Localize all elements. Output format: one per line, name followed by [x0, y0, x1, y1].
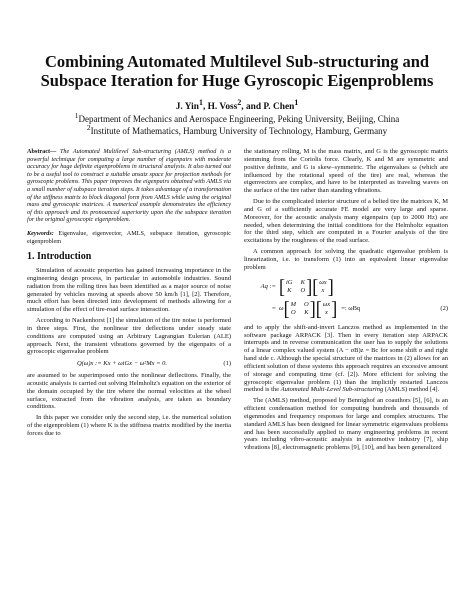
equation-row	[244, 277, 448, 297]
body-paragraph: Due to the complicated interior structure of a belted tire the matrices K, M and G of a sufficiently accurate FE model are very large and sparse. Moreover, for the acoustic analysis many eigenpairs (up to 2000 Hz) are needed, when determining the initial conditions for the Helmholtz equation for the third step, which are computed in a Fourier analysis of the tire excitations by the roughness of the road surface.	[244, 198, 448, 245]
author-affiliation-mark: 2	[237, 98, 242, 107]
bracket-right: ]	[331, 297, 338, 320]
matrix-entry: O	[304, 301, 309, 309]
vector-entry: x	[321, 287, 325, 295]
author-separator: ,	[202, 102, 208, 113]
section-title: Introduction	[37, 251, 92, 263]
keywords	[27, 230, 231, 245]
paper-title: Combining Automated Multilevel Sub-structuring and Subspace Iteration for Huge Gyroscopic Eigenproblems	[40, 52, 434, 90]
body-paragraph: In this paper we consider only the second step, i.e. the numerical solution of the eigenproblem (1) where K is the stiffness matrix modified by the inertia forces due to	[27, 414, 231, 437]
author-list	[20, 98, 454, 112]
equation-row	[244, 299, 448, 319]
matrix-entry: K	[304, 309, 309, 317]
affiliation-text: Department of Mechanics and Aerospace Engineering, Peking University, Beijing, China	[78, 114, 400, 124]
equation-number: (2)	[440, 304, 448, 312]
vector	[312, 275, 334, 298]
vector-entry: x	[325, 309, 328, 317]
body-paragraph: the stationary rolling, M is the mass matrix, and G is the gyroscopic matrix stemming from the Coriolis force. Clearly, K and M are symmetric and positive definite, and G is skew–symmetric. The eigenvalues ω (which are influenced by the rotational speed of the tire) are real, whereas the eigenvectors are complex, and have to be interpreted as traveling waves on the surface of the tire rather than standing vibrations.	[244, 148, 448, 195]
abstract-text: The Automated Multilevel Sub-structuring (AMLS) method is a powerful technique for computing a large number of eigenpairs with moderate accuracy for huge definite eigenproblems in structural analysis. It also turned out to be a useful tool to construct a suitable ansatz space for projection methods for gyroscopic problems. This paper improves the eigenpairs obtained with AMLS via a small number of subspace iteration steps. It takes advantage of a transformation of the stiffness matrix to block diagonal form from AMLS while using the original mass and gyroscopic matrices. A numerical example demonstrates the efficiency of this approach and its pronounced superiority upon the the subspace iteration for the original gyroscopic eigenproblem.	[27, 148, 232, 224]
body-paragraph: are assumed to be superimposed onto the nonlinear deflections. Finally, the acoustic analysis is carried out solving Helmholtz's equation on the exterior of the domain occupied by the tire where the normal velocities at the wheel surface, extracted from the vibration analysis, are taken as boundary conditions.	[27, 372, 231, 411]
paragraph-emphasis: Automated Multi-Level Sub-structuring	[280, 386, 384, 394]
bracket-right: ]	[306, 275, 313, 298]
body-paragraph: A common approach for solving the quadratic eigenvalue problem is linearization, i.e. to transform (1) into an equivalent linear eigenvalue problem	[244, 248, 448, 271]
affiliation-mark: 1	[74, 111, 79, 120]
matrix-entry: O	[300, 287, 306, 295]
equation-1	[27, 360, 231, 368]
author-name: P. Chen	[263, 102, 295, 113]
equation-number: (1)	[223, 360, 231, 368]
keywords-text: Eigenvalue, eigenvector, AMLS, subspace iteration, gyroscopic eigenproblem	[27, 229, 231, 245]
bracket-left: [	[279, 275, 285, 298]
equation-2	[244, 277, 448, 319]
section-number: 1.	[27, 251, 35, 263]
equation-equals: =	[271, 304, 276, 312]
vector-entry: ωx	[322, 301, 331, 309]
bracket-left: [	[283, 297, 290, 320]
vector-entry: ωx	[319, 279, 327, 287]
matrix-entry: K	[287, 287, 292, 295]
equation-scalar: ω	[279, 304, 284, 312]
author-affiliation-mark: 1	[294, 98, 299, 107]
vector	[315, 297, 338, 320]
bracket-right: ]	[309, 297, 316, 320]
body-paragraph	[244, 324, 448, 395]
affiliation	[20, 123, 454, 136]
body-paragraph: Simulation of acoustic properties has gained increasing importance in the engineering design process, in particular in automobile industries. Sound radiation from the rolling tires has been identified as a major source of noise generated by vehicles moving at speeds above 50 km/h [1], [2]. Therefore, much effort has been directed into development of methods allowing for a simulation of the effect of tire-road surface interaction.	[27, 266, 231, 314]
abstract-label: Abstract	[27, 148, 51, 155]
affiliation-mark: 2	[86, 123, 91, 132]
matrix	[283, 297, 316, 320]
matrix	[279, 275, 313, 298]
paragraph-text: (AMLS) method [4].	[383, 386, 440, 394]
abstract	[27, 148, 231, 224]
left-column	[27, 148, 231, 438]
bracket-left: [	[312, 275, 319, 298]
equation-rhs: =: ωBq	[341, 304, 361, 312]
author-name: J. Yin	[175, 102, 200, 113]
body-paragraph: According to Nackenhorst [1] the simulation of the tire noise is performed in three steps. First, the nonlinear tire deflections under steady state conditions are computed using an Arbitrary Lagrangian Eulerian (ALE) approach. Next, the transient vibrations governed by the eigenpairs of a gyroscopic eigenvalue problem	[27, 317, 231, 356]
section-heading	[27, 253, 231, 261]
paragraph-text: and to apply the shift-and-invert Lanczos method as implemented in the software package ARPACK [3]. Then in every iteration step ARPACK interrupts and in reverse communication the user has to supply the solutions of a linear complex valued system (A − σB)z = Bc for some shift σ and right hand side c. Although the special structure of the matrices in (2) allows for an efficient solution of these systems this approach requires an excessive amount of storage and computing time (cf. [2]). More efficient for solving the gyroscopic eigenvalue problem (1) than the implicitly restarted Lanczos method is the	[244, 323, 448, 394]
author-affiliation-mark: 1	[199, 98, 203, 107]
matrix-entry: K	[300, 279, 306, 287]
keywords-label: Keywords:	[27, 229, 54, 237]
equation-body: Q(ω)x := Kx + ωiGx − ω²Mx = 0.	[76, 360, 168, 368]
matrix-entry: M	[290, 301, 297, 309]
body-paragraph: The (AMLS) method, proposed by Bennighof an coauthors [5], [6], is an efficient condensation method for computing hundreds and thousands of eigenmodes and frequency responses for large and complex structures. The standard AMLS has been designed for linear symmetric eigenvalues problems and has been successfully applied to many engineering problems in recent years including vibro-acoustic analysis in automotive industry [7], ship vibrations [8], electromagnetic problems [9], [10], and has been generalized	[244, 397, 448, 452]
matrix-entry: iG	[286, 279, 293, 287]
bracket-left: [	[315, 297, 322, 320]
author-separator: , and	[241, 102, 264, 113]
equation-lhs: Aq :=	[260, 282, 276, 290]
right-column	[244, 148, 448, 452]
bracket-right: ]	[327, 275, 334, 298]
abstract-dash: —	[50, 148, 57, 155]
matrix-entry: O	[290, 309, 296, 317]
affiliation-text: Institute of Mathematics, Hamburg University of Technology, Hamburg, Germany	[90, 126, 388, 136]
author-name: H. Voss	[207, 102, 238, 113]
